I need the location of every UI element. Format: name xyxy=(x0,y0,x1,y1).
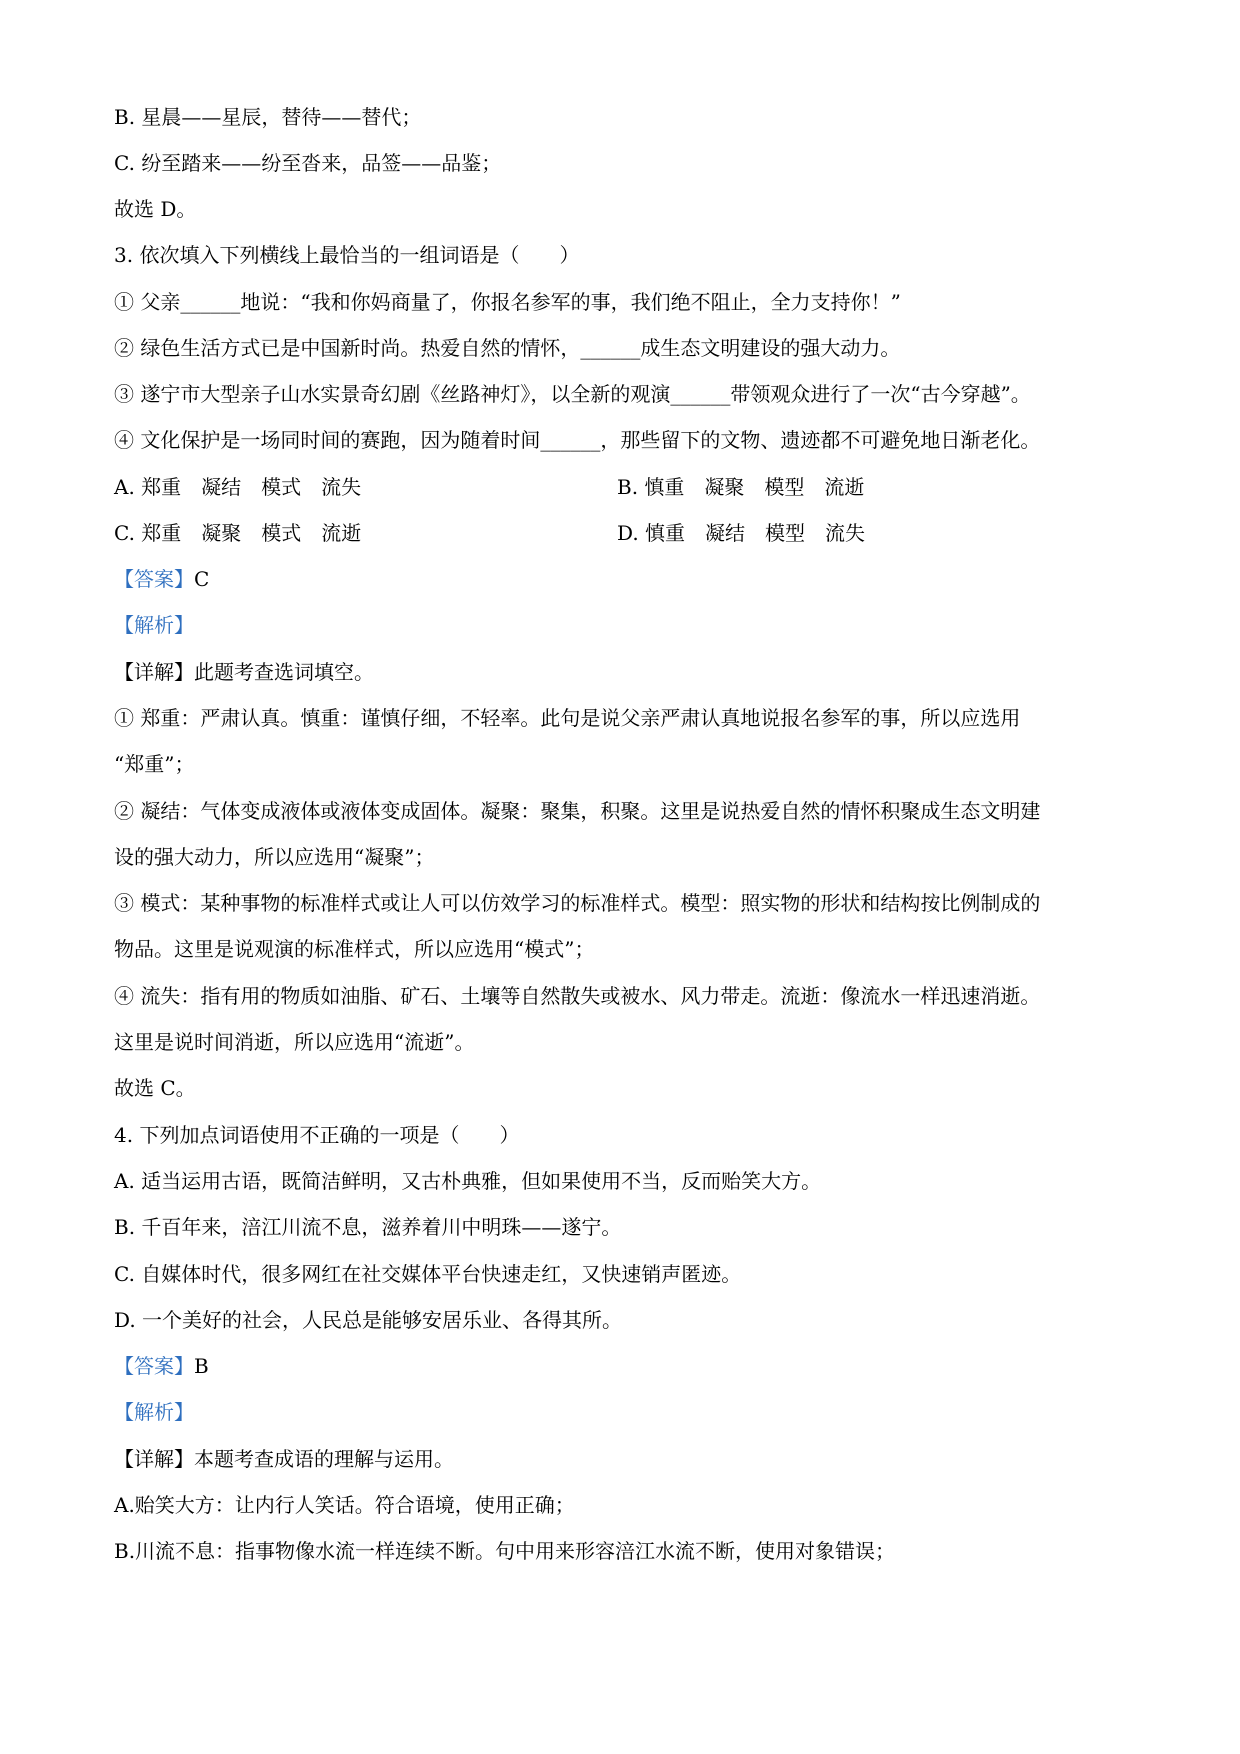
q3-option-row-2 xyxy=(114,519,865,547)
q3-answer xyxy=(114,565,209,593)
q4-stem: 4. 下列加点词语使用不正确的一项是（ ） xyxy=(114,1123,520,1147)
q4-option-c: C. 自媒体时代，很多网红在社交媒体平台快速走红，又快速销声匿迹。 xyxy=(114,1262,742,1286)
q3-detail-line: 物品。这里是说观演的标准样式，所以应选用“模式”； xyxy=(114,937,595,961)
q3-option-row-1 xyxy=(114,473,864,501)
q3-option-b: B. 慎重 凝聚 模型 流逝 xyxy=(617,475,865,499)
answer-tag: 【答案】 xyxy=(114,567,194,591)
q3-detail-line: ① 郑重：严肃认真。慎重：谨慎仔细，不轻率。此句是说父亲严肃认真地说报名参军的事，所以应选用 xyxy=(114,706,1021,730)
q3-detail-line: ③ 模式：某种事物的标准样式或让人可以仿效学习的标准样式。模型：照实物的形状和结构按比例制成的 xyxy=(114,891,1041,915)
q3-detail-intro: 【详解】此题考查选词填空。 xyxy=(114,660,374,684)
q4-detail-line: A.贻笑大方：让内行人笑话。符合语境，使用正确； xyxy=(114,1493,575,1517)
q3-detail-line: ④ 流失：指有用的物质如油脂、矿石、土壤等自然散失或被水、风力带走。流逝：像流水一样迅速消逝。 xyxy=(114,984,1041,1008)
q4-detail-intro: 【详解】本题考查成语的理解与运用。 xyxy=(114,1447,454,1471)
q3-stem: 3. 依次填入下列横线上最恰当的一组词语是（ ） xyxy=(114,243,580,267)
q4-option-a: A. 适当运用古语，既简洁鲜明，又古朴典雅，但如果使用不当，反而贻笑大方。 xyxy=(114,1169,822,1193)
q3-item-3: ③ 遂宁市大型亲子山水实景奇幻剧《丝路神灯》，以全新的观演______带领观众进行了一次“古今穿越”。 xyxy=(114,382,1031,406)
prev-conclusion: 故选 D。 xyxy=(114,197,197,221)
answer-tag: 【答案】 xyxy=(114,1354,194,1378)
q3-detail-line: “郑重”； xyxy=(114,752,195,776)
q3-detail-line: 设的强大动力，所以应选用“凝聚”； xyxy=(114,845,435,869)
q3-option-a: A. 郑重 凝结 模式 流失 xyxy=(114,475,362,499)
q3-item-4: ④ 文化保护是一场同时间的赛跑，因为随着时间______，那些留下的文物、遗迹都不可避免地日渐老化。 xyxy=(114,428,1041,452)
answer-value: C xyxy=(194,567,210,591)
q3-detail-line: ② 凝结：气体变成液体或液体变成固体。凝聚：聚集，积聚。这里是说热爱自然的情怀积聚成生态文明建 xyxy=(114,799,1041,823)
q4-option-b: B. 千百年来，涪江川流不息，滋养着川中明珠——遂宁。 xyxy=(114,1215,622,1239)
q3-detail-line: 这里是说时间消逝，所以应选用“流逝”。 xyxy=(114,1030,475,1054)
prev-option-c: C. 纷至踏来——纷至沓来，品签——品鉴； xyxy=(114,151,502,175)
q4-analysis-tag: 【解析】 xyxy=(114,1400,194,1424)
q3-item-2: ② 绿色生活方式已是中国新时尚。热爱自然的情怀，______成生态文明建设的强大动力。 xyxy=(114,336,901,360)
q3-analysis-tag: 【解析】 xyxy=(114,613,194,637)
prev-option-b: B. 星晨——星辰，替待——替代； xyxy=(114,105,422,129)
answer-value: B xyxy=(194,1354,209,1378)
q4-detail-line: B.川流不息：指事物像水流一样连续不断。句中用来形容涪江水流不断，使用对象错误； xyxy=(114,1539,896,1563)
q4-option-d: D. 一个美好的社会，人民总是能够安居乐业、各得其所。 xyxy=(114,1308,623,1332)
q3-item-1: ① 父亲______地说：“我和你妈商量了，你报名参军的事，我们绝不阻止，全力支持你！” xyxy=(114,290,901,314)
q3-option-d: D. 慎重 凝结 模型 流失 xyxy=(617,521,866,545)
q3-conclusion: 故选 C。 xyxy=(114,1076,196,1100)
q4-answer xyxy=(114,1352,209,1380)
q3-option-c: C. 郑重 凝聚 模式 流逝 xyxy=(114,521,362,545)
